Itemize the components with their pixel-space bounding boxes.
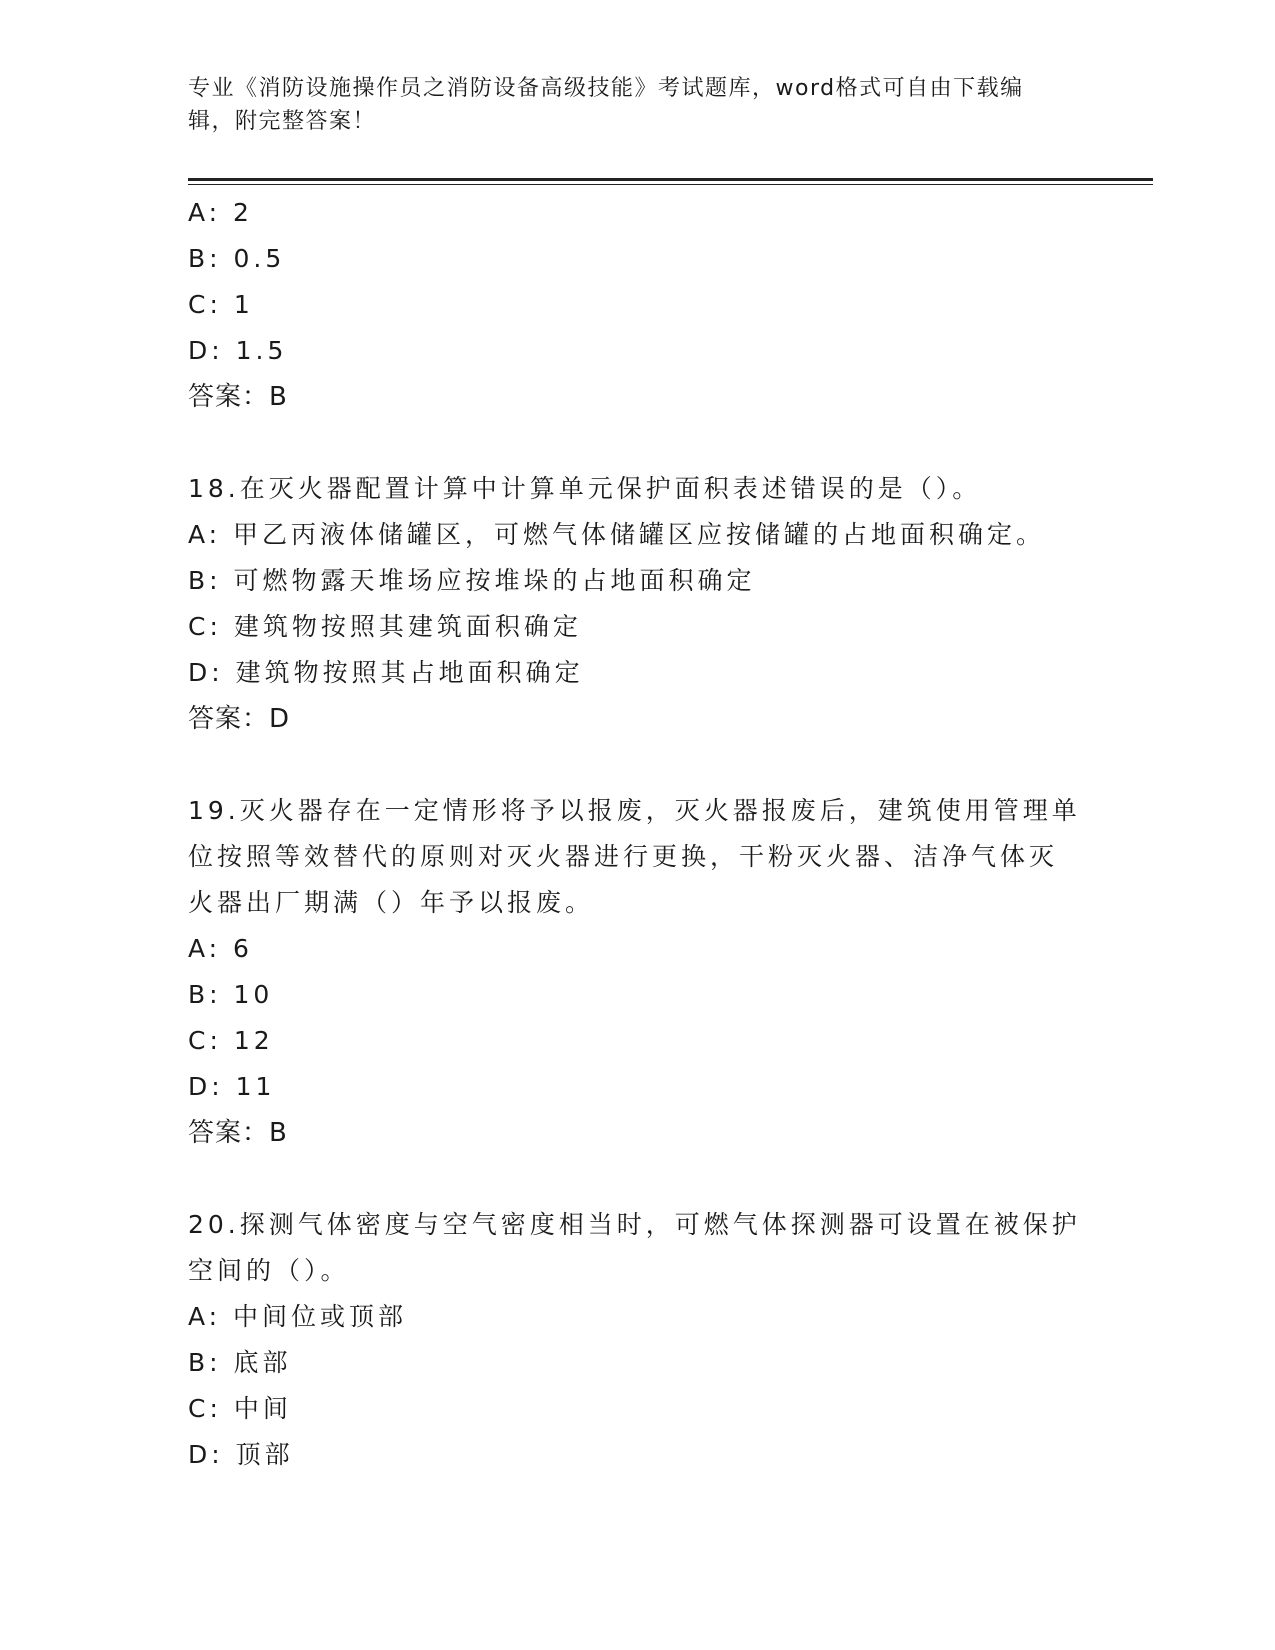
question-list xyxy=(188,190,1088,1478)
question-text: 18.在灭火器配置计算中计算单元保护面积表述错误的是（）。 xyxy=(188,474,982,503)
option-a: A: 中间位或顶部 xyxy=(188,1302,408,1331)
answer: 答案：B xyxy=(188,382,288,412)
option-c: C: 中间 xyxy=(188,1394,292,1423)
header-line-2: 辑，附完整答案！ xyxy=(188,109,377,134)
answer: 答案：B xyxy=(188,1118,288,1148)
question-18 xyxy=(188,466,1088,742)
header-line-1: 专业《消防设施操作员之消防设备高级技能》考试题库，word格式可自由下载编 xyxy=(188,76,1024,101)
question-text-line-1: 19.灭火器存在一定情形将予以报废，灭火器报废后，建筑使用管理单 xyxy=(188,796,1081,825)
question-20 xyxy=(188,1202,1088,1478)
header-rule-thin xyxy=(188,184,1153,185)
question-17 xyxy=(188,190,1088,420)
option-a: A: 2 xyxy=(188,198,253,227)
option-c: C: 12 xyxy=(188,1026,274,1055)
document-header xyxy=(188,72,1068,138)
option-a: A: 甲乙丙液体储罐区，可燃气体储罐区应按储罐的占地面积确定。 xyxy=(188,520,1046,549)
option-c: C: 建筑物按照其建筑面积确定 xyxy=(188,612,582,641)
question-text-line-3: 火器出厂期满（）年予以报废。 xyxy=(188,888,595,917)
question-19 xyxy=(188,788,1088,1156)
option-b: B: 可燃物露天堆场应按堆垛的占地面积确定 xyxy=(188,566,756,595)
option-a: A: 6 xyxy=(188,934,253,963)
option-d: D: 建筑物按照其占地面积确定 xyxy=(188,658,584,687)
option-c: C: 1 xyxy=(188,290,254,319)
question-text-line-2: 位按照等效替代的原则对灭火器进行更换，干粉灭火器、洁净气体灭 xyxy=(188,842,1059,871)
option-b: B: 底部 xyxy=(188,1348,292,1377)
option-d: D: 1.5 xyxy=(188,336,288,365)
option-b: B: 0.5 xyxy=(188,244,286,273)
answer: 答案：D xyxy=(188,704,291,734)
option-d: D: 顶部 xyxy=(188,1440,294,1469)
header-rule-thick xyxy=(188,178,1153,181)
option-d: D: 11 xyxy=(188,1072,276,1101)
question-text-line-2: 空间的（）。 xyxy=(188,1256,350,1285)
question-text-line-1: 20.探测气体密度与空气密度相当时，可燃气体探测器可设置在被保护 xyxy=(188,1210,1081,1239)
option-b: B: 10 xyxy=(188,980,274,1009)
